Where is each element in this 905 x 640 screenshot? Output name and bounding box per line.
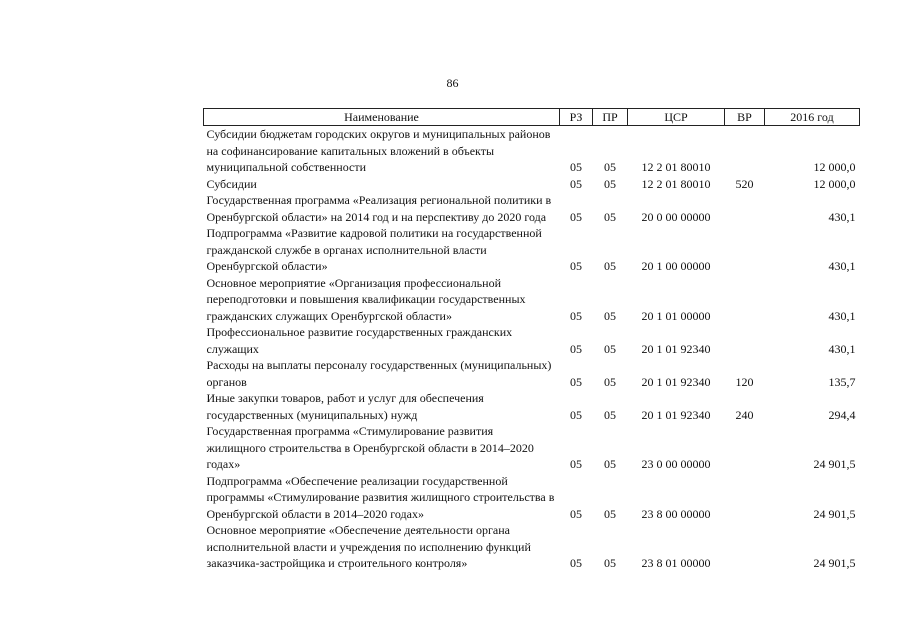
row-pr: 05 bbox=[604, 308, 616, 323]
row-name: Основное мероприятие «Организация профессиональной переподготовки и повышения квалификации государственных гражданских служащих Оренбургской области» bbox=[206, 275, 526, 323]
row-rz: 05 bbox=[570, 341, 582, 356]
row-amount: 24 901,5 bbox=[813, 556, 856, 570]
row-vr: 120 bbox=[735, 374, 754, 389]
row-amount: 294,4 bbox=[828, 407, 856, 422]
row-pr: 05 bbox=[604, 506, 616, 521]
row-csr: 12 2 01 80010 bbox=[641, 160, 711, 174]
row-amount: 430,1 bbox=[828, 341, 856, 356]
table-row bbox=[204, 126, 860, 176]
row-name: Подпрограмма «Развитие кадровой политики на государственной гражданской службе в органах исполнительной власти Оренбургской области» bbox=[206, 226, 542, 273]
row-csr: 20 0 00 00000 bbox=[641, 209, 711, 224]
header-year: 2016 год bbox=[765, 109, 860, 126]
table-row bbox=[204, 176, 860, 193]
budget-table bbox=[203, 108, 860, 572]
row-pr: 05 bbox=[604, 341, 616, 356]
row-name: Основное мероприятие «Обеспечение деятельности органа исполнительной власти и учреждения по исполнению функций заказчика-застройщика и строительного контроля» bbox=[206, 523, 531, 570]
row-name: Государственная программа «Реализация региональной политики в Оренбургской области» на 2014 год и на перспективу до 2020 года bbox=[206, 193, 552, 224]
table-row bbox=[204, 357, 860, 390]
table-row bbox=[204, 473, 860, 523]
row-amount: 24 901,5 bbox=[813, 457, 856, 471]
table-row bbox=[204, 390, 860, 423]
table-row bbox=[204, 522, 860, 572]
row-pr: 05 bbox=[604, 556, 616, 570]
row-name: Иные закупки товаров, работ и услуг для обеспечения государственных (муниципальных) нужд bbox=[206, 391, 484, 422]
row-name: Субсидии бюджетам городских округов и муниципальных районов на софинансирование капитальных вложений в объекты муниципальной собственности bbox=[206, 127, 551, 174]
row-vr: 520 bbox=[735, 176, 754, 191]
row-amount: 430,1 bbox=[828, 259, 856, 273]
row-csr: 20 1 01 92340 bbox=[641, 407, 711, 422]
row-pr: 05 bbox=[604, 160, 616, 174]
row-csr: 23 8 00 00000 bbox=[641, 506, 711, 521]
header-pr: ПР bbox=[593, 109, 628, 126]
table-row bbox=[204, 324, 860, 357]
row-pr: 05 bbox=[604, 259, 616, 273]
row-name: Государственная программа «Стимулирование развития жилищного строительства в Оренбургской области в 2014–2020 годах» bbox=[206, 424, 534, 471]
row-csr: 12 2 01 80010 bbox=[641, 176, 711, 191]
row-amount: 24 901,5 bbox=[813, 506, 856, 521]
row-amount: 430,1 bbox=[828, 308, 856, 323]
header-row bbox=[204, 109, 860, 126]
row-pr: 05 bbox=[604, 407, 616, 422]
header-rz: РЗ bbox=[560, 109, 593, 126]
page-number: 86 bbox=[446, 76, 459, 90]
row-rz: 05 bbox=[570, 308, 582, 323]
row-vr bbox=[725, 522, 765, 572]
row-rz: 05 bbox=[570, 176, 582, 191]
row-rz: 05 bbox=[570, 259, 582, 273]
row-vr bbox=[725, 126, 765, 176]
table-header bbox=[204, 109, 860, 126]
row-rz: 05 bbox=[570, 556, 582, 570]
row-rz: 05 bbox=[570, 209, 582, 224]
table-row bbox=[204, 192, 860, 225]
row-vr bbox=[725, 192, 765, 225]
row-vr bbox=[725, 473, 765, 523]
row-name: Расходы на выплаты персоналу государственных (муниципальных) органов bbox=[206, 358, 552, 389]
table-body bbox=[204, 126, 860, 572]
row-vr bbox=[725, 275, 765, 325]
row-rz: 05 bbox=[570, 374, 582, 389]
row-name: Профессиональное развитие государственных гражданских служащих bbox=[206, 325, 513, 356]
row-pr: 05 bbox=[604, 374, 616, 389]
row-amount: 12 000,0 bbox=[813, 176, 856, 191]
row-vr: 240 bbox=[735, 407, 754, 422]
header-name: Наименование bbox=[204, 109, 560, 126]
row-csr: 20 1 01 92340 bbox=[641, 341, 711, 356]
row-vr bbox=[725, 423, 765, 473]
row-pr: 05 bbox=[604, 457, 616, 471]
table-row bbox=[204, 275, 860, 325]
row-pr: 05 bbox=[604, 176, 616, 191]
table-row bbox=[204, 423, 860, 473]
row-rz: 05 bbox=[570, 457, 582, 471]
row-rz: 05 bbox=[570, 160, 582, 174]
row-csr: 20 1 00 00000 bbox=[641, 259, 711, 273]
row-vr bbox=[725, 225, 765, 275]
row-name: Подпрограмма «Обеспечение реализации государственной программы «Стимулирование развития жилищного строительства в Оренбургской области в 2014–2020 годах» bbox=[206, 473, 555, 521]
row-vr bbox=[725, 324, 765, 357]
row-amount: 12 000,0 bbox=[813, 160, 856, 174]
row-csr: 20 1 01 00000 bbox=[641, 308, 711, 323]
row-amount: 430,1 bbox=[828, 209, 856, 224]
row-name: Субсидии bbox=[206, 176, 257, 191]
row-csr: 23 0 00 00000 bbox=[641, 457, 711, 471]
header-csr: ЦСР bbox=[628, 109, 725, 126]
table-row bbox=[204, 225, 860, 275]
row-rz: 05 bbox=[570, 407, 582, 422]
row-rz: 05 bbox=[570, 506, 582, 521]
header-vr: ВР bbox=[725, 109, 765, 126]
row-pr: 05 bbox=[604, 209, 616, 224]
row-amount: 135,7 bbox=[828, 374, 856, 389]
row-csr: 23 8 01 00000 bbox=[641, 556, 711, 570]
row-csr: 20 1 01 92340 bbox=[641, 374, 711, 389]
